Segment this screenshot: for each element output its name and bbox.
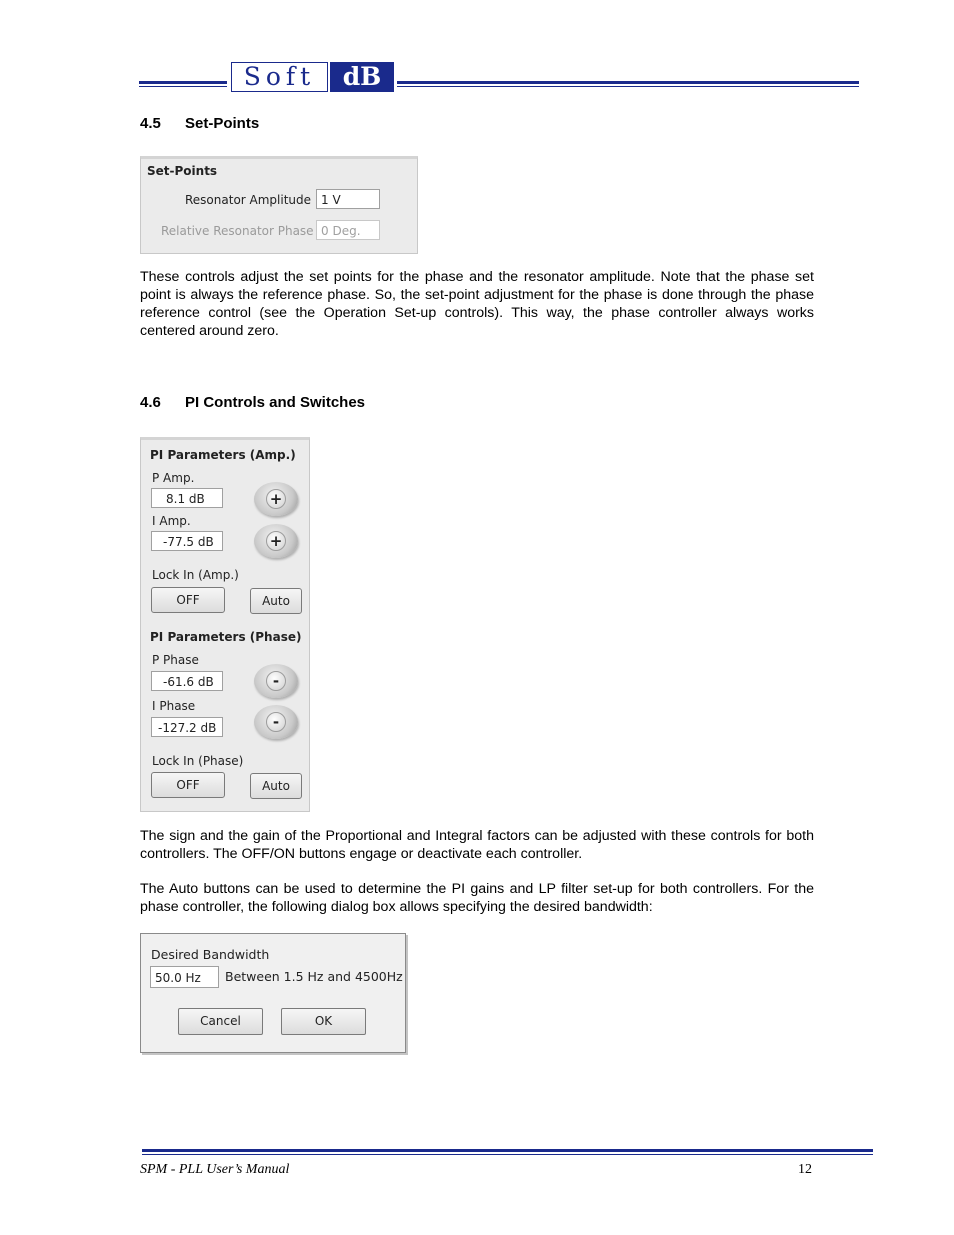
section-number: 4.5 [140, 115, 161, 132]
footer-page-number: 12 [798, 1162, 812, 1177]
header-rule-right-thin [397, 86, 859, 87]
resonator-amplitude-label: Resonator Amplitude [185, 193, 312, 207]
ok-button[interactable]: OK [281, 1008, 366, 1035]
section-title: PI Controls and Switches [185, 394, 366, 411]
resonator-amplitude-input[interactable]: 1 V [316, 189, 380, 209]
p-amp-label: P Amp. [152, 471, 195, 485]
plus-icon: + [266, 531, 286, 551]
p-phase-input[interactable]: -61.6 dB [151, 671, 223, 691]
p-phase-sign-toggle[interactable] [254, 664, 298, 698]
p-amp-input[interactable]: 8.1 dB [151, 488, 223, 508]
i-phase-label: I Phase [152, 699, 196, 713]
header-rule-left [139, 81, 227, 84]
i-amp-label: I Amp. [152, 514, 191, 528]
lock-amp-label: Lock In (Amp.) [152, 568, 239, 582]
bandwidth-input[interactable]: 50.0 Hz [150, 966, 219, 988]
pi-parameters-panel [140, 437, 310, 812]
minus-icon: - [266, 712, 286, 732]
footer-rule [142, 1149, 873, 1152]
plus-icon: + [266, 489, 286, 509]
i-phase-input[interactable]: -127.2 dB [151, 717, 223, 737]
cancel-button[interactable]: Cancel [178, 1008, 263, 1035]
section-heading-4-5 [140, 115, 259, 132]
i-phase-sign-toggle[interactable] [254, 705, 298, 739]
header-rule-left-thin [139, 86, 227, 87]
header-rule-right [397, 81, 859, 84]
bandwidth-range-text: Between 1.5 Hz and 4500Hz [225, 969, 403, 984]
footer-rule-thin [142, 1154, 873, 1155]
footer-manual-title: SPM - PLL User’s Manual [140, 1162, 290, 1177]
p-amp-sign-toggle[interactable] [254, 482, 298, 516]
logo-db: dB [330, 62, 394, 92]
minus-icon: - [266, 671, 286, 691]
bandwidth-dialog [140, 933, 406, 1053]
relative-phase-label: Relative Resonator Phase [161, 224, 314, 238]
setpoints-panel [140, 156, 418, 254]
relative-phase-input: 0 Deg. [316, 220, 380, 240]
section-heading-4-6 [140, 394, 365, 411]
pi-phase-title: PI Parameters (Phase) [150, 630, 302, 644]
section-title: Set-Points [185, 115, 260, 132]
i-amp-sign-toggle[interactable] [254, 524, 298, 558]
lock-amp-toggle-button[interactable]: OFF [151, 587, 225, 613]
pi-amp-title: PI Parameters (Amp.) [150, 448, 296, 462]
auto-phase-button[interactable]: Auto [250, 773, 302, 799]
auto-description: The Auto buttons can be used to determine the PI gains and LP filter set-up for both controllers. For the phase controller, the following dialog box allows specifying the desired bandwidth: [140, 881, 814, 915]
setpoints-panel-title: Set-Points [147, 164, 218, 178]
pi-description: The sign and the gain of the Proportional and Integral factors can be adjusted with these controls for both controllers. The OFF/ON buttons engage or deactivate each controller. [140, 828, 814, 862]
bandwidth-dialog-title: Desired Bandwidth [151, 947, 270, 962]
lock-phase-toggle-button[interactable]: OFF [151, 772, 225, 798]
p-phase-label: P Phase [152, 653, 199, 667]
logo-soft: Soft [231, 62, 328, 92]
company-logo [231, 62, 394, 92]
i-amp-input[interactable]: -77.5 dB [151, 531, 223, 551]
section-number: 4.6 [140, 394, 161, 411]
auto-amp-button[interactable]: Auto [250, 588, 302, 614]
lock-phase-label: Lock In (Phase) [152, 754, 244, 768]
setpoints-description: These controls adjust the set points for the phase and the resonator amplitude. Note that the phase set point is always the reference phase. So, the set-point adjustment for the phase is done through the phase reference control (see the Operation Set-up controls). This way, the phase controller always works centered around zero. [140, 269, 814, 339]
